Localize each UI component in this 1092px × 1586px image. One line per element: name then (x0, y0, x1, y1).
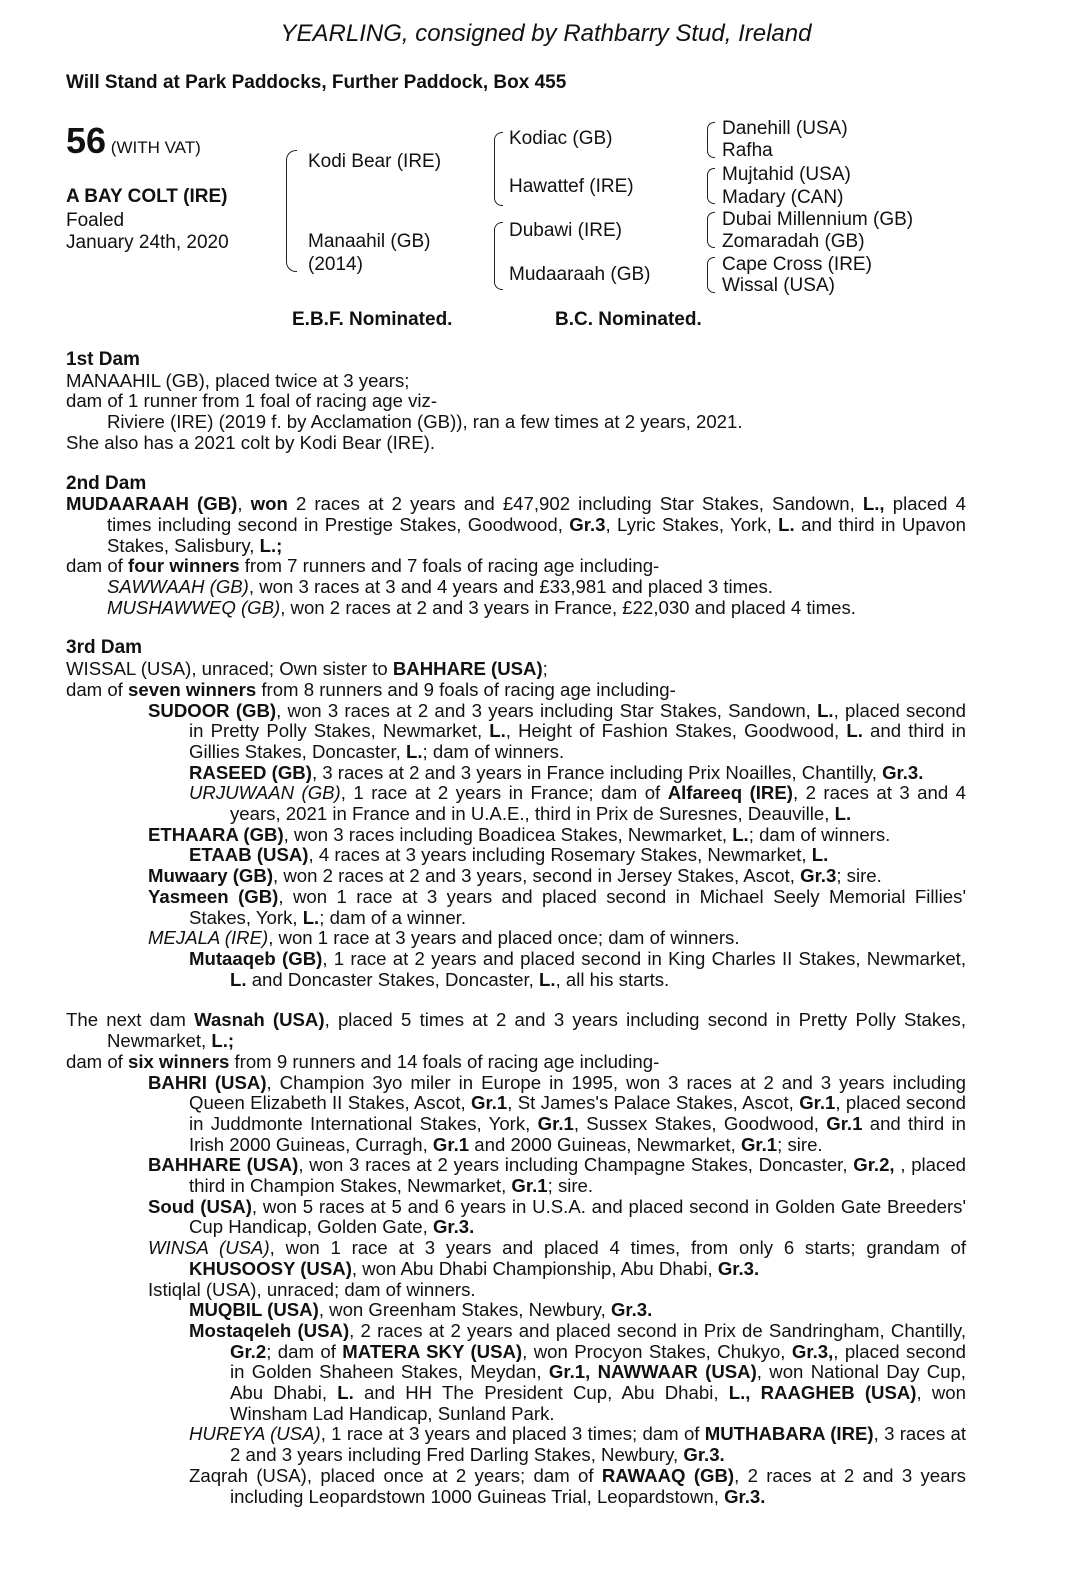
pedigree-gen3-2: Rafha (722, 140, 773, 161)
produce-entry: SAWWAAH (GB), won 3 races at 3 and 4 years and £33,981 and placed 3 times. (107, 576, 773, 598)
pedigree-gen3-4: Madary (CAN) (722, 187, 844, 208)
next-dam-produce: dam of six winners from 9 runners and 14 foals of racing age including- (66, 1050, 660, 1072)
produce-entry: SUDOOR (GB), won 3 races at 2 and 3 years including Star Stakes, Sandown, L., placed second in Pretty Polly Stakes, Newmarket, L., Height of Fashion Stakes, Goodwood, L. and third in Gillies Stakes, Doncaster, L.; dam of winners. (148, 699, 966, 762)
pedigree-brace-dam (494, 222, 503, 290)
produce-entry: MUQBIL (USA), won Greenham Stakes, Newbury, Gr.3. (189, 1299, 653, 1321)
first-dam-line: MANAAHIL (GB), placed twice at 3 years; (66, 369, 410, 391)
produce-entry: Soud (USA), won 5 races at 5 and 6 years in U.S.A. and placed second in Golden Gate Breeders' Cup Handicap, Golden Gate, Gr.3. (148, 1195, 966, 1238)
pedigree-brace-dubawi (707, 212, 715, 248)
first-dam-line: dam of 1 runner from 1 foal of racing age viz- (66, 390, 438, 412)
first-dam-line: Riviere (IRE) (2019 f. by Acclamation (GB)), ran a few times at 2 years, 2021. (107, 411, 743, 433)
produce-entry: MEJALA (IRE), won 1 race at 3 years and placed once; dam of winners. (148, 927, 740, 949)
pedigree-dam-sire: Dubawi (IRE) (509, 220, 622, 241)
pedigree-brace-mudaaraah (707, 257, 715, 293)
produce-entry: Muwaary (GB), won 2 races at 2 and 3 years, second in Jersey Stakes, Ascot, Gr.3; sire. (148, 865, 882, 887)
pedigree-gen3-7: Cape Cross (IRE) (722, 254, 872, 275)
pedigree-gen3-3: Mujtahid (USA) (722, 164, 851, 185)
pedigree-sire: Kodi Bear (IRE) (308, 151, 442, 172)
third-dam-heading: 3rd Dam (66, 637, 143, 659)
pedigree-sire-sire: Kodiac (GB) (509, 128, 613, 149)
produce-entry: Mostaqeleh (USA), 2 races at 2 years and placed second in Prix de Sandringham, Chantilly, Gr.2; dam of MATERA SKY (USA), won Procyon Stakes, Chukyo, Gr.3,, placed second in Golden Shaheen Stakes, Meydan, Gr.1, NAWWAAR (USA), won National Day Cup, Abu Dhabi, L. and HH The President Cup, Abu Dhabi, L., RAAGHEB (USA), won Winsham Lad Handicap, Sunland Park. (189, 1319, 966, 1424)
produce-entry: URJUWAAN (GB), 1 race at 2 years in France; dam of Alfareeq (IRE), 2 races at 3 and 4 years, 2021 in France and in U.A.E., third in Prix de Suresnes, Deauville, L. (189, 782, 966, 825)
produce-entry: Mutaaqeb (GB), 1 race at 2 years and placed second in King Charles II Stakes, Newmarket, L. and Doncaster Stakes, Doncaster, L., all his starts. (189, 947, 966, 990)
produce-entry: BAHRI (USA), Champion 3yo miler in Europe in 1995, won 3 races at 2 and 3 years including Queen Elizabeth II Stakes, Ascot, Gr.1, St James's Palace Stakes, Ascot, Gr.1, placed second in Juddmonte International Stakes, York, Gr.1, Sussex Stakes, Goodwood, Gr.1 and third in Irish 2000 Guineas, Curragh, Gr.1 and 2000 Guineas, Newmarket, Gr.1; sire. (148, 1071, 966, 1155)
foaled-label: Foaled (66, 210, 125, 231)
pedigree-dam-year: (2014) (308, 254, 363, 275)
pedigree-sire-dam: Hawattef (IRE) (509, 176, 634, 197)
produce-entry: MUSHAWWEQ (GB), won 2 races at 2 and 3 years in France, £22,030 and placed 4 times. (107, 596, 856, 618)
pedigree-brace-main (286, 150, 297, 272)
pedigree-body (66, 350, 966, 1507)
produce-entry: HUREYA (USA), 1 race at 3 years and placed 3 times; dam of MUTHABARA (IRE), 3 races at 2 and 3 years including Fred Darling Stakes, Newbury, Gr.3. (189, 1423, 966, 1466)
pedigree-dam-dam: Mudaaraah (GB) (509, 264, 651, 285)
pedigree-brace-sire (494, 132, 503, 206)
ebf-nomination: E.B.F. Nominated. (292, 309, 453, 330)
first-dam-heading: 1st Dam (66, 349, 140, 370)
vat-note: (WITH VAT) (110, 138, 201, 157)
bc-nomination: B.C. Nominated. (555, 309, 702, 330)
produce-entry: Zaqrah (USA), placed once at 2 years; dam of RAWAAQ (GB), 2 races at 2 and 3 years including Leopardstown 1000 Guineas Trial, Leopardstown, Gr.3. (189, 1464, 966, 1507)
produce-entry: RASEED (GB), 3 races at 2 and 3 years in France including Prix Noailles, Chantilly, Gr.3. (189, 761, 924, 783)
pedigree-gen3-8: Wissal (USA) (722, 275, 835, 296)
produce-entry: ETHAARA (GB), won 3 races including Boadicea Stakes, Newmarket, L.; dam of winners. (148, 823, 891, 845)
lot-number-line (66, 120, 201, 162)
lot-number: 56 (66, 120, 107, 161)
catalogue-header: YEARLING, consigned by Rathbarry Stud, Ireland (280, 20, 812, 47)
pedigree-brace-kodiac (707, 122, 715, 158)
next-dam-entry: The next dam Wasnah (USA), placed 5 times at 2 and 3 years including second in Pretty Polly Stakes, Newmarket, L.; (66, 1009, 966, 1052)
second-dam-produce: dam of four winners from 7 runners and 7 foals of racing age including- (66, 555, 660, 577)
third-dam-produce: dam of seven winners from 8 runners and 9 foals of racing age including- (66, 678, 676, 700)
produce-entry: BAHHARE (USA), won 3 races at 2 years including Champagne Stakes, Doncaster, Gr.2, , placed third in Champion Stakes, Newmarket, Gr.1; sire. (148, 1154, 967, 1197)
stand-location: Will Stand at Park Paddocks, Further Paddock, Box 455 (66, 72, 567, 93)
produce-entry: Yasmeen (GB), won 1 race at 3 years and placed second in Michael Seely Memorial Fillies' Stakes, York, L.; dam of a winner. (148, 885, 966, 928)
second-dam-heading: 2nd Dam (66, 472, 147, 494)
produce-entry: ETAAB (USA), 4 races at 3 years including Rosemary Stakes, Newmarket, L. (189, 844, 829, 866)
produce-entry: WINSA (USA), won 1 race at 3 years and placed 4 times, from only 6 starts; grandam of KHUSOOSY (USA), won Abu Dhabi Championship, Abu Dhabi, Gr.3. (148, 1237, 966, 1279)
pedigree-dam: Manaahil (GB) (308, 231, 431, 252)
pedigree-gen3-6: Zomaradah (GB) (722, 231, 865, 252)
pedigree-gen3-1: Danehill (USA) (722, 118, 848, 139)
produce-entry: Istiqlal (USA), unraced; dam of winners. (148, 1278, 476, 1300)
lot-description: A BAY COLT (IRE) (66, 186, 228, 207)
third-dam-line: WISSAL (USA), unraced; Own sister to BAHHARE (USA); (66, 658, 548, 680)
pedigree-brace-hawattef (707, 168, 715, 204)
pedigree-gen3-5: Dubai Millennium (GB) (722, 209, 914, 230)
foaled-date: January 24th, 2020 (66, 232, 229, 253)
second-dam-entry: MUDAARAAH (GB), won 2 races at 2 years and £47,902 including Star Stakes, Sandown, L., placed 4 times including second in Prestige Stakes, Goodwood, Gr.3, Lyric Stakes, York, L. and third in Upavon Stakes, Salisbury, L.; (66, 493, 966, 556)
first-dam-line: She also has a 2021 colt by Kodi Bear (IRE). (66, 431, 435, 453)
